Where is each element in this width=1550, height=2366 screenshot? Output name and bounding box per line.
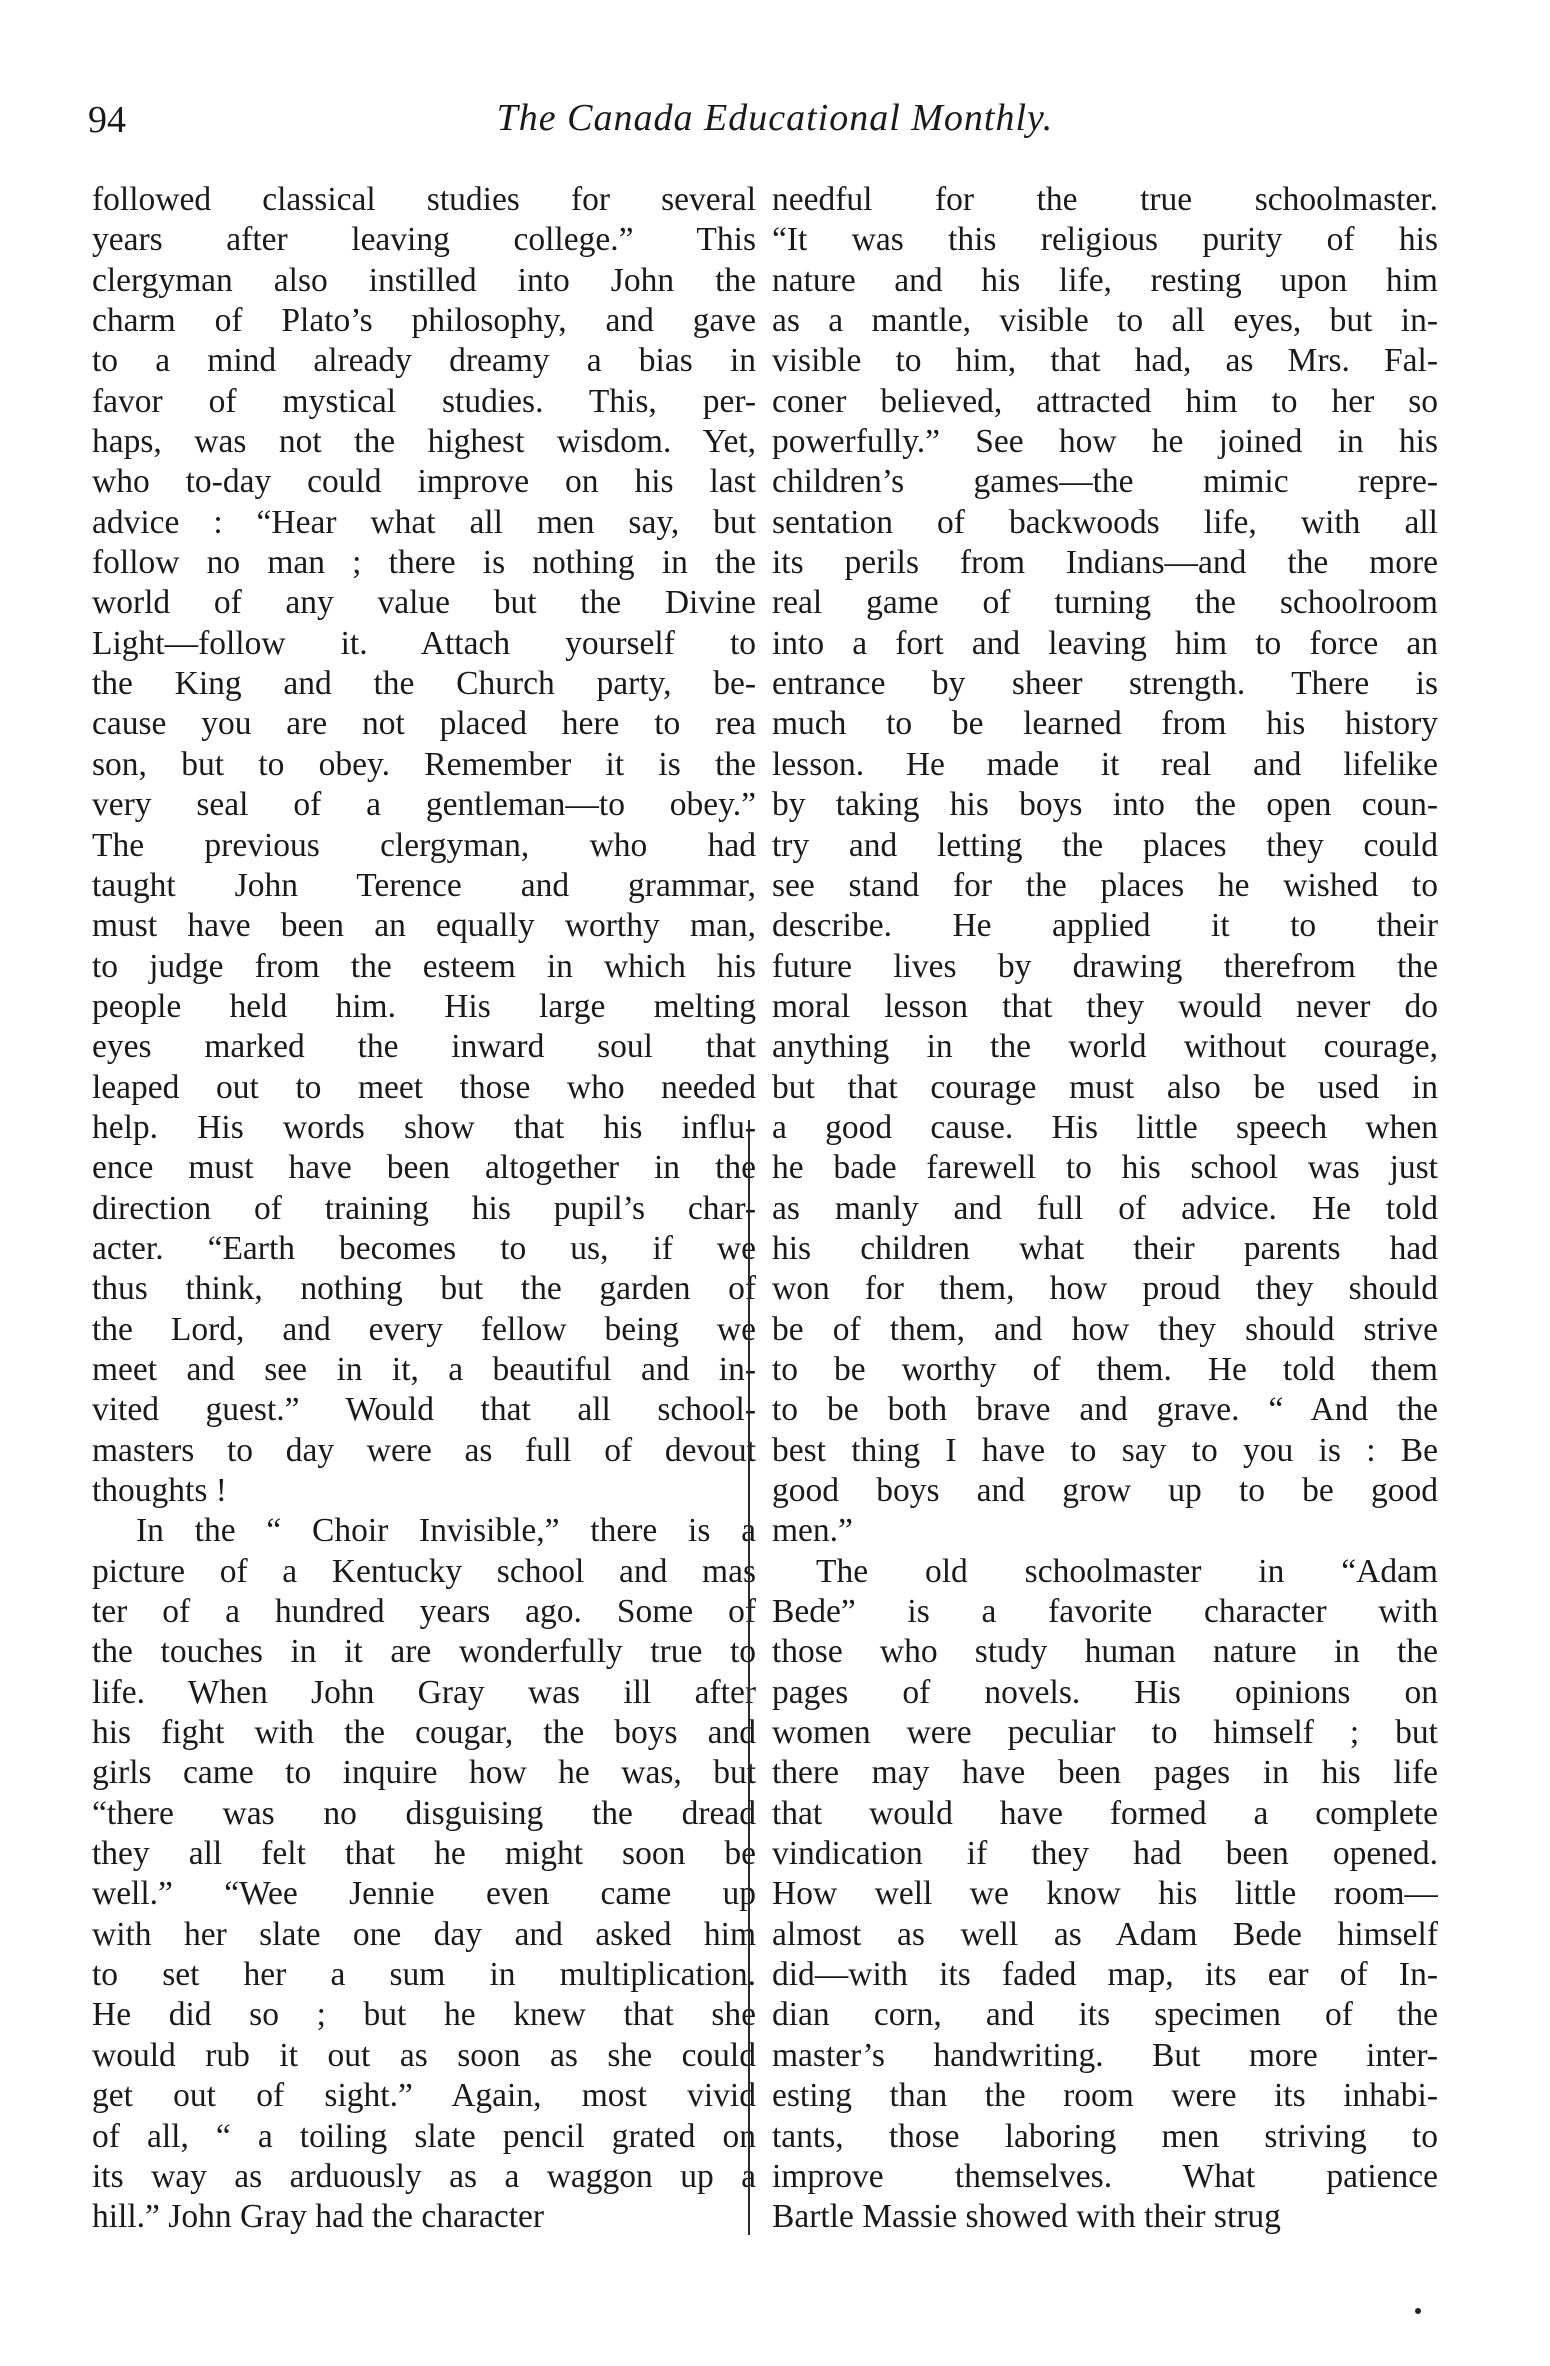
right-column-line: describe. He applied it to their <box>772 907 1438 945</box>
left-column-line: world of any value but the Divine <box>92 584 756 622</box>
right-column-line: entrance by sheer strength. There is <box>772 665 1438 703</box>
left-column-line: years after leaving college.” This <box>92 221 756 259</box>
left-column-line: meet and see in it, a beautiful and in- <box>92 1350 756 1388</box>
left-column-line: who to-day could improve on his last <box>92 463 756 501</box>
left-column-line: acter. “Earth becomes to us, if we <box>92 1229 756 1267</box>
left-column-line: to set her a sum in multiplication. <box>92 1956 756 1994</box>
left-column-line: of all, “ a toiling slate pencil grated on <box>92 2117 756 2155</box>
left-column-line: its way as arduously as a waggon up a <box>92 2157 756 2195</box>
left-column-line: The previous clergyman, who had <box>92 826 756 864</box>
right-column-line: real game of turning the schoolroom <box>772 584 1438 622</box>
left-column-line: help. His words show that his influ- <box>92 1108 756 1146</box>
left-column-line: taught John Terence and grammar, <box>92 866 756 904</box>
left-column-line: picture of a Kentucky school and mas <box>92 1552 756 1590</box>
right-column-line: almost as well as Adam Bede himself <box>772 1915 1438 1953</box>
right-column-line: to be worthy of them. He told them <box>772 1350 1438 1388</box>
left-column-line: vited guest.” Would that all school- <box>92 1391 756 1429</box>
right-column-line: those who study human nature in the <box>772 1633 1438 1671</box>
right-column-line: best thing I have to say to you is : Be <box>772 1431 1438 1469</box>
right-column-line: he bade farewell to his school was just <box>772 1149 1438 1187</box>
left-column-line: his fight with the cougar, the boys and <box>92 1714 756 1752</box>
right-column-line: won for them, how proud they should <box>772 1270 1438 1308</box>
right-column-line: but that courage must also be used in <box>772 1068 1438 1106</box>
right-column-line: tants, those laboring men striving to <box>772 2117 1438 2155</box>
print-speck <box>1415 2308 1421 2314</box>
right-column-line: to be both brave and grave. “ And the <box>772 1391 1438 1429</box>
left-column-line: “there was no disguising the dread <box>92 1794 756 1832</box>
left-column-line: must have been an equally worthy man, <box>92 907 756 945</box>
right-column-line: vindication if they had been opened. <box>772 1835 1438 1873</box>
left-column-line: son, but to obey. Remember it is the <box>92 745 756 783</box>
right-column-line: try and letting the places they could <box>772 826 1438 864</box>
left-column-line: get out of sight.” Again, most vivid <box>92 2077 756 2115</box>
right-column-line: men.” <box>772 1512 853 1550</box>
right-column-line: by taking his boys into the open coun- <box>772 786 1438 824</box>
left-column-line: haps, was not the highest wisdom. Yet, <box>92 423 756 461</box>
right-column-line: his children what their parents had <box>772 1229 1438 1267</box>
right-column-line: there may have been pages in his life <box>772 1754 1438 1792</box>
right-column-line: moral lesson that they would never do <box>772 987 1438 1025</box>
right-column-line: as manly and full of advice. He told <box>772 1189 1438 1227</box>
right-column-line: dian corn, and its specimen of the <box>772 1996 1438 2034</box>
right-column-line: The old schoolmaster in “Adam <box>816 1552 1438 1590</box>
left-column-line: leaped out to meet those who needed <box>92 1068 756 1106</box>
left-column-line: hill.” John Gray had the character <box>92 2198 545 2236</box>
right-column-line: a good cause. His little speech when <box>772 1108 1438 1146</box>
left-column-line: In the “ Choir Invisible,” there is a <box>136 1512 756 1550</box>
running-title: The Canada Educational Monthly. <box>496 97 1054 139</box>
left-column-line: He did so ; but he knew that she <box>92 1996 756 2034</box>
right-column-line: esting than the room were its inhabi- <box>772 2077 1438 2115</box>
right-column-line: anything in the world without courage, <box>772 1028 1438 1066</box>
column-divider <box>748 1120 750 2235</box>
right-column-line: women were peculiar to himself ; but <box>772 1714 1438 1752</box>
right-column-line: into a fort and leaving him to force an <box>772 624 1438 662</box>
right-column <box>772 180 1438 2238</box>
right-column-line: be of them, and how they should strive <box>772 1310 1438 1348</box>
left-column-line: the Lord, and every fellow being we <box>92 1310 756 1348</box>
left-column-line: to judge from the esteem in which his <box>92 947 756 985</box>
left-column-line: cause you are not placed here to rea <box>92 705 756 743</box>
right-column-line: lesson. He made it real and lifelike <box>772 745 1438 783</box>
left-column-line: ter of a hundred years ago. Some of <box>92 1593 756 1631</box>
left-column-line: would rub it out as soon as she could <box>92 2036 756 2074</box>
left-column-line: people held him. His large melting <box>92 987 756 1025</box>
right-column-line: its perils from Indians—and the more <box>772 544 1438 582</box>
right-column-line: good boys and grow up to be good <box>772 1472 1438 1509</box>
left-column-line: life. When John Gray was ill after <box>92 1673 756 1711</box>
right-column-line: pages of novels. His opinions on <box>772 1673 1438 1711</box>
left-column-line: to a mind already dreamy a bias in <box>92 342 756 380</box>
right-column-line: Bartle Massie showed with their strug <box>772 2198 1281 2236</box>
left-column-line: very seal of a gentleman—to obey.” <box>92 786 756 824</box>
right-column-line: master’s handwriting. But more inter- <box>772 2036 1438 2074</box>
right-column-line: needful for the true schoolmaster. <box>772 181 1438 218</box>
right-column-line: Bede” is a favorite character with <box>772 1593 1438 1631</box>
left-column-line: masters to day were as full of devout <box>92 1431 756 1469</box>
left-column-line: direction of training his pupil’s char- <box>92 1189 756 1227</box>
left-column-line: advice : “Hear what all men say, but <box>92 503 756 541</box>
left-column <box>92 180 756 2238</box>
right-column-line: sentation of backwoods life, with all <box>772 503 1438 541</box>
left-column-line: thus think, nothing but the garden of <box>92 1270 756 1308</box>
left-column-line: girls came to inquire how he was, but <box>92 1754 756 1792</box>
right-column-line: “It was this religious purity of his <box>772 221 1438 259</box>
left-column-line: well.” “Wee Jennie even came up <box>92 1875 756 1913</box>
right-column-line: future lives by drawing therefrom the <box>772 947 1438 985</box>
left-column-line: charm of Plato’s philosophy, and gave <box>92 302 756 340</box>
left-column-line: the King and the Church party, be- <box>92 665 756 703</box>
left-column-line: favor of mystical studies. This, per- <box>92 382 756 420</box>
right-column-line: see stand for the places he wished to <box>772 866 1438 904</box>
left-column-line: they all felt that he might soon be <box>92 1835 756 1873</box>
right-column-line: children’s games—the mimic repre- <box>772 463 1438 501</box>
left-column-line: the touches in it are wonderfully true to <box>92 1633 756 1671</box>
right-column-line: nature and his life, resting upon him <box>772 261 1438 299</box>
left-column-line: thoughts ! <box>92 1472 227 1509</box>
left-column-line: follow no man ; there is nothing in the <box>92 544 756 582</box>
right-column-line: powerfully.” See how he joined in his <box>772 423 1438 461</box>
right-column-line: much to be learned from his history <box>772 705 1438 743</box>
right-column-line: did—with its faded map, its ear of In- <box>772 1956 1438 1994</box>
page-number: 94 <box>88 99 126 141</box>
left-column-line: Light—follow it. Attach yourself to <box>92 624 756 662</box>
right-column-line: visible to him, that had, as Mrs. Fal- <box>772 342 1438 380</box>
left-column-line: followed classical studies for several <box>92 181 756 218</box>
left-column-line: with her slate one day and asked him <box>92 1915 756 1953</box>
right-column-line: as a mantle, visible to all eyes, but in- <box>772 302 1438 340</box>
right-column-line: coner believed, attracted him to her so <box>772 382 1438 420</box>
left-column-line: ence must have been altogether in the <box>92 1149 756 1187</box>
right-column-line: that would have formed a complete <box>772 1794 1438 1832</box>
left-column-line: eyes marked the inward soul that <box>92 1028 756 1066</box>
right-column-line: How well we know his little room— <box>772 1875 1438 1913</box>
left-column-line: clergyman also instilled into John the <box>92 261 756 299</box>
right-column-line: improve themselves. What patience <box>772 2157 1438 2195</box>
